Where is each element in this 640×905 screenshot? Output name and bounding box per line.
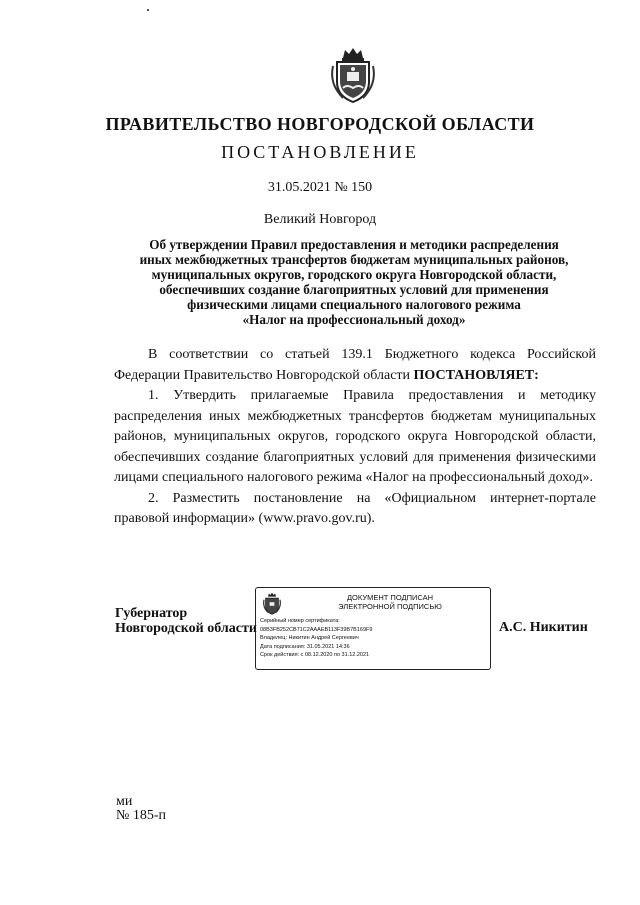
executor-initials: ми [116, 794, 133, 809]
city: Великий Новгород [263, 212, 377, 227]
item-1: 1. Утвердить прилагаемые Правила предоставления и методику распределения иных межбюджетных трансфертов бюджетам муниципальных районов, муниципальных округов, городского округа Новгородской области, обеспечивших создание благоприятных условий для применения физическими лицами специального налогового режима «Налог на профессиональный доход». [114, 388, 596, 485]
signer-name: А.С. Никитин [499, 620, 588, 635]
signer-position-line2: Новгородской области [115, 621, 257, 636]
electronic-signature-stamp [255, 587, 491, 670]
stamp-details [260, 617, 488, 660]
subject-line: иных межбюджетных трансфертов бюджетам муниципальных районов, [139, 252, 569, 267]
decree-keyword: ПОСТАНОВЛЯЕТ: [413, 367, 539, 383]
stamp-cert-label: Серийный номер сертификата: [260, 618, 340, 624]
document-type: ПОСТАНОВЛЕНИЕ [221, 142, 419, 162]
subject-line: обеспечивших создание благоприятных условий для применения [159, 282, 549, 297]
stamp-title-line2: ЭЛЕКТРОННОЙ ПОДПИСЬЮ [338, 602, 442, 611]
stamp-owner: Владелец: Никитин Андрей Сергеевич [260, 635, 359, 641]
signer-position-line1: Губернатор [115, 606, 188, 621]
government-title: ПРАВИТЕЛЬСТВО НОВГОРОДСКОЙ ОБЛАСТИ [105, 114, 535, 134]
intro-text: В соответствии со статьей 139.1 Бюджетного кодекса Российской Федерации Правительство Новгородской области [114, 347, 596, 383]
document-body [114, 345, 596, 530]
subject-line: муниципальных округов, городского округа Новгородской области, [151, 267, 557, 282]
intro-paragraph [114, 345, 596, 386]
stamp-title-line1: ДОКУМЕНТ ПОДПИСАН [346, 593, 434, 602]
registration-number: № 185-п [116, 808, 167, 823]
coat-of-arms-icon [261, 591, 283, 615]
coat-of-arms-icon [327, 44, 379, 104]
document-subject [110, 237, 598, 327]
signer-position [115, 606, 257, 636]
stamp-title [292, 593, 488, 611]
subject-line: физическими лицами специального налогового режима [187, 297, 521, 312]
footer-note [116, 795, 166, 823]
scan-speck [147, 9, 149, 11]
stamp-validity: Срок действия: с 08.12.2020 по 31.12.2021 [260, 652, 370, 658]
subject-line: Об утверждении Правил предоставления и методики распределения [149, 237, 559, 252]
subject-line: «Налог на профессиональный доход» [242, 312, 466, 327]
item-2: 2. Разместить постановление на «Официальном интернет-портале правовой информации» (www.pravo.gov.ru). [114, 490, 596, 526]
stamp-signed-date: Дата подписания: 31.05.2021 14:36 [260, 643, 350, 650]
stamp-cert-number: 08B3FB252CB71C2AAAEB113F39B7B169F9 [260, 626, 373, 633]
date-number: 31.05.2021 № 150 [267, 180, 373, 195]
